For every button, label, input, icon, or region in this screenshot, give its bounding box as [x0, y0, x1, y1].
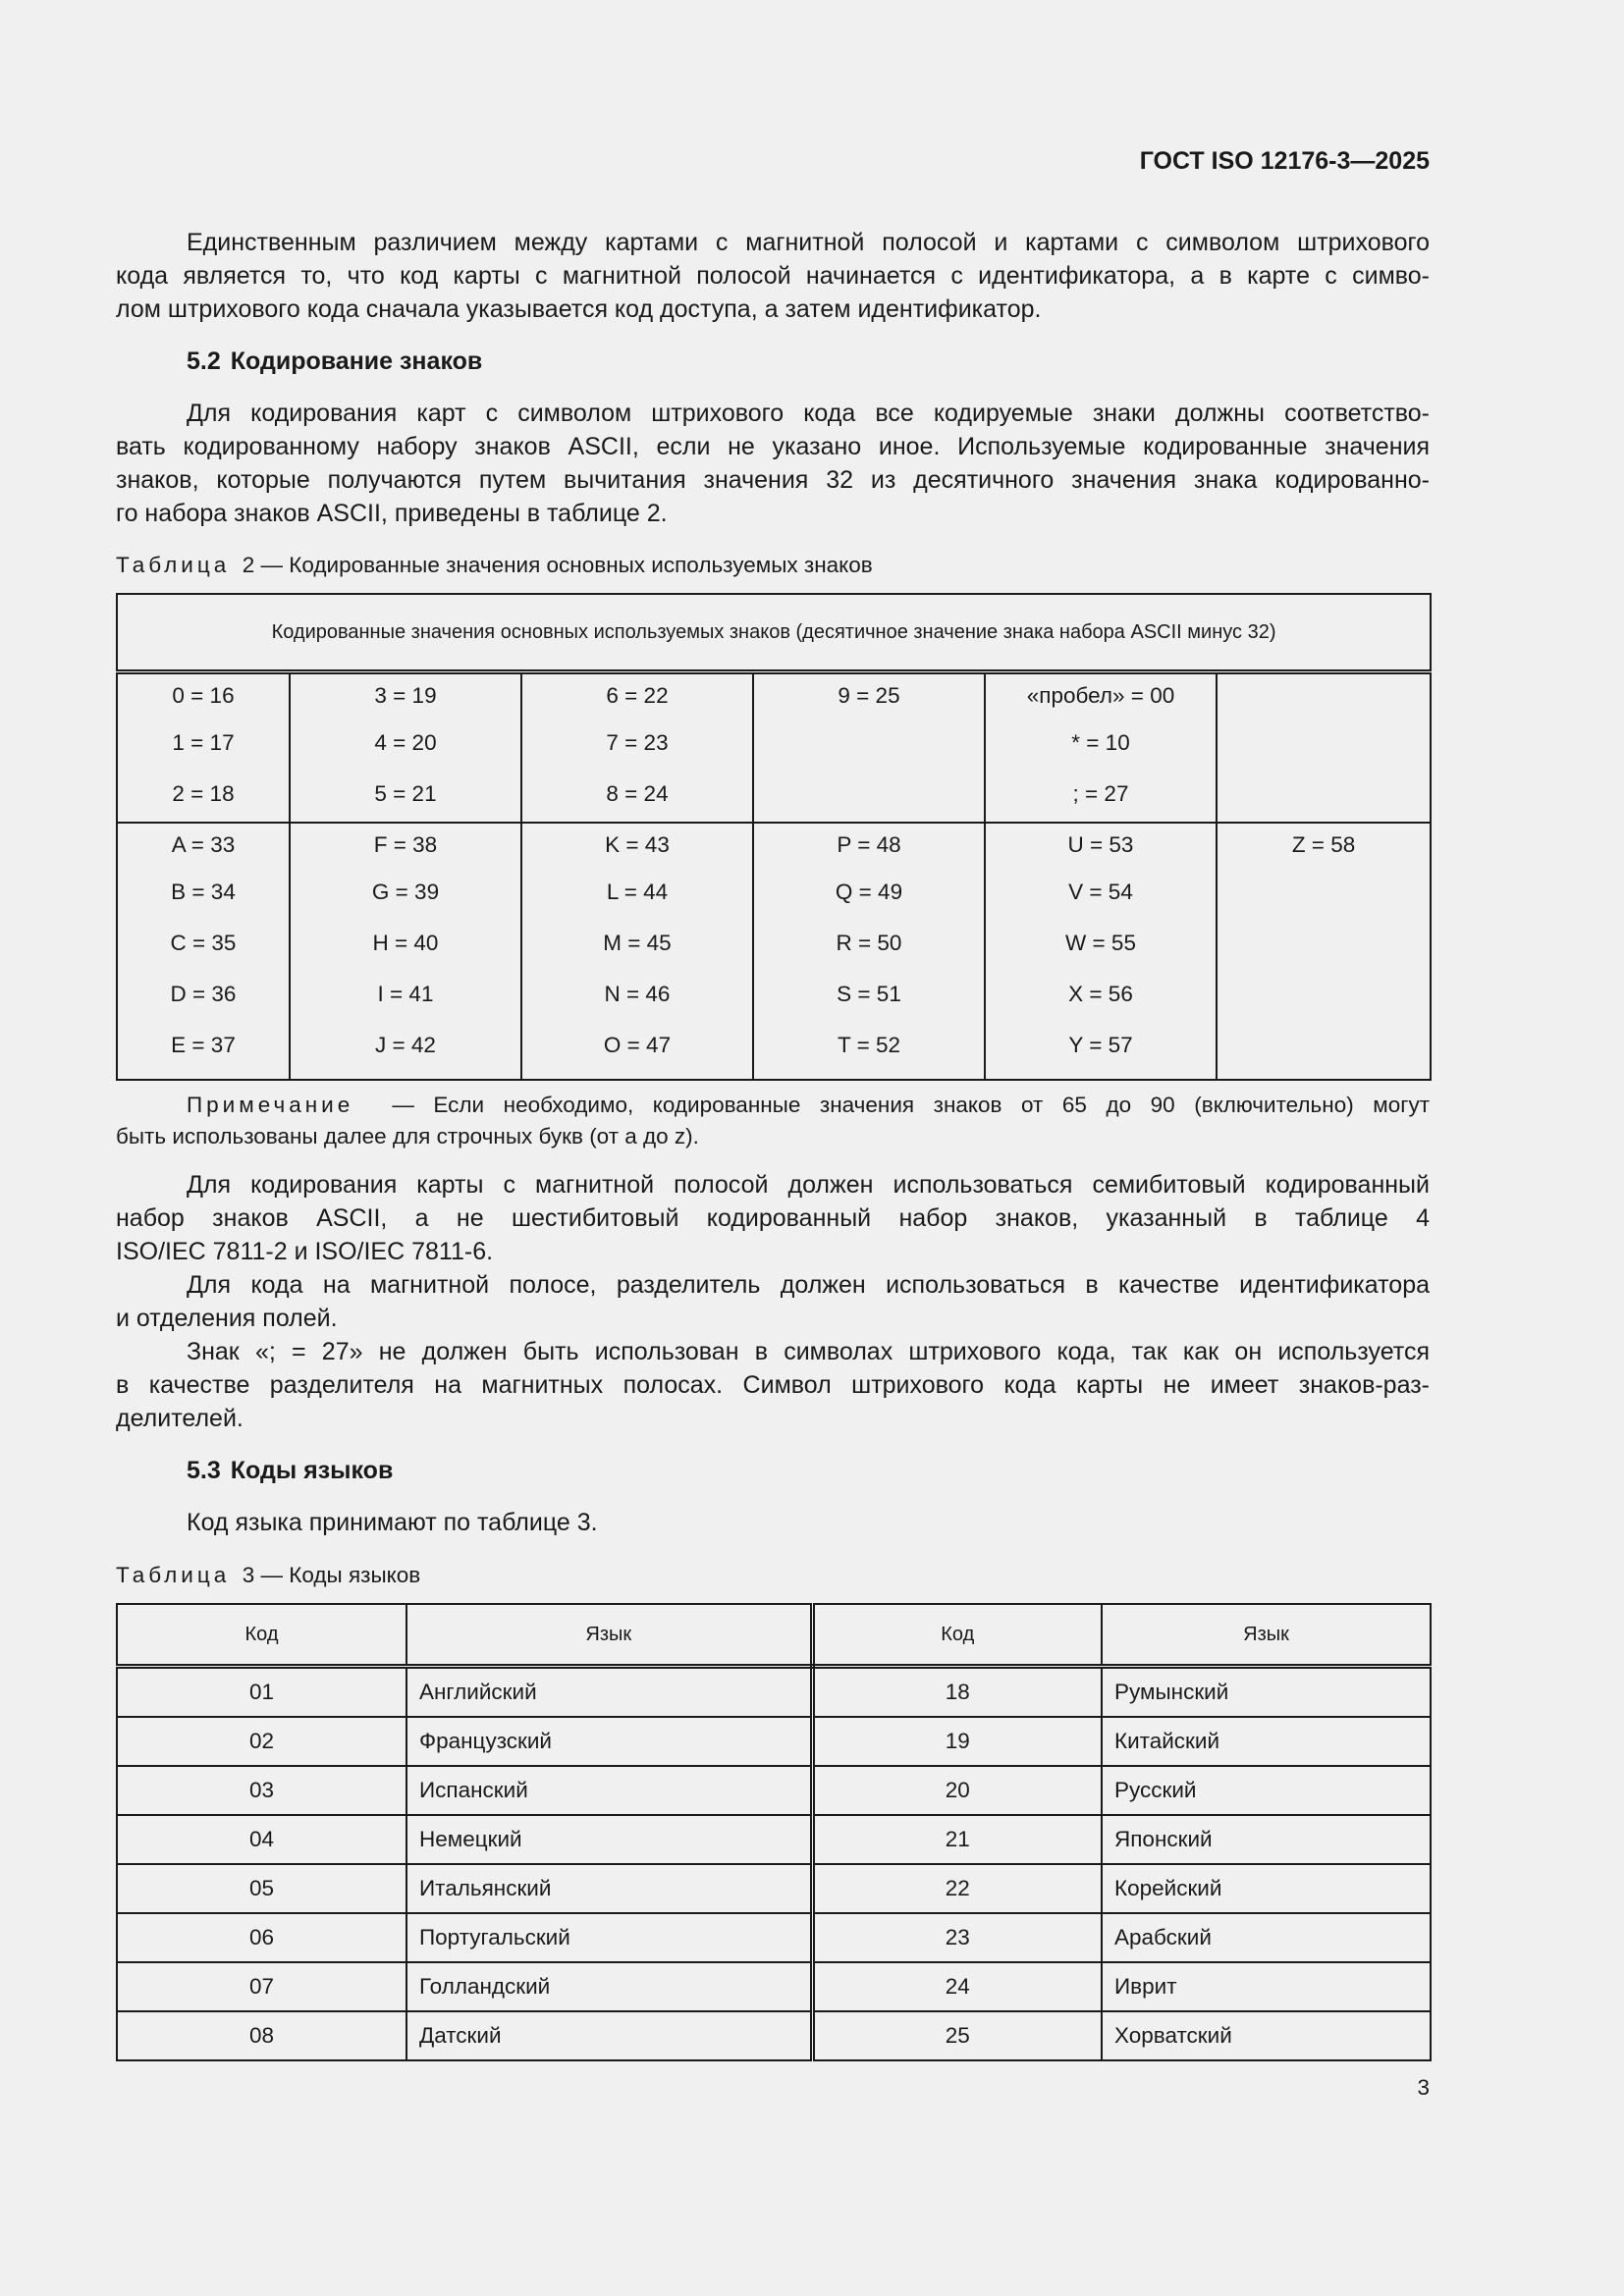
code-value: 3 = 19 — [374, 683, 437, 708]
code-value: G = 39 — [371, 880, 440, 904]
table-row — [117, 1962, 1431, 2011]
section-title: Коды языков — [230, 1457, 394, 1484]
language-cell: Итальянский — [406, 1864, 812, 1913]
code-value: Q = 49 — [835, 880, 903, 904]
code-value: Y = 57 — [1068, 1033, 1133, 1057]
note-text-continued: быть использованы далее для строчных букв (от a до z). — [116, 1124, 699, 1148]
code-value: J = 42 — [375, 1033, 436, 1057]
text-line: Для кода на магнитной полосе, разделитель должен использоваться в качестве идентификатора — [187, 1271, 1430, 1299]
code-cell: 07 — [117, 1962, 406, 2011]
table2-caption — [116, 553, 1430, 578]
text-line: Единственным различием между картами с магнитной полосой и картами с символом штрихового — [187, 229, 1430, 256]
code-value: F = 38 — [373, 832, 438, 857]
section-number: 5.2 — [187, 347, 221, 375]
table2-cell — [117, 823, 290, 1080]
code-value: 5 = 21 — [374, 781, 437, 806]
code-value: I = 41 — [377, 982, 434, 1006]
text-line: вать кодированному набору знаков ASCII, если не указано иное. Используемые кодированные значения — [116, 433, 1430, 460]
language-cell: Арабский — [1102, 1913, 1431, 1962]
code-cell: 23 — [812, 1913, 1102, 1962]
code-value: D = 36 — [170, 982, 237, 1006]
table3 — [116, 1603, 1432, 2061]
code-value: C = 35 — [170, 931, 237, 955]
code-value: S = 51 — [837, 982, 901, 1006]
code-cell: 03 — [117, 1766, 406, 1815]
code-value: Z = 58 — [1291, 832, 1356, 857]
text-line: делителей. — [116, 1405, 244, 1432]
code-value: 8 = 24 — [606, 781, 669, 806]
table2-wrapper — [116, 593, 1430, 1081]
table2-cell — [521, 672, 753, 824]
code-value: M = 45 — [603, 931, 672, 955]
code-value: N = 46 — [604, 982, 671, 1006]
code-cell: 06 — [117, 1913, 406, 1962]
code-value: H = 40 — [372, 931, 439, 955]
caption-text: 2 — Кодированные значения основных используемых знаков — [242, 553, 873, 577]
section-5-2-paragraph — [116, 397, 1430, 530]
text-line: Знак «; = 27» не должен быть использован в символах штрихового кода, так как он используется — [187, 1338, 1430, 1365]
code-value: B = 34 — [171, 880, 236, 904]
table2-cell — [753, 823, 985, 1080]
language-cell: Английский — [406, 1667, 812, 1718]
code-cell: 05 — [117, 1864, 406, 1913]
table2-header: Кодированные значения основных используемых знаков (десятичное значение знака набора ASCII минус 32) — [117, 594, 1431, 672]
caption-text: 3 — Коды языков — [242, 1563, 421, 1587]
code-cell: 01 — [117, 1667, 406, 1718]
table2-cell — [1217, 823, 1431, 1080]
text-line: Для кодирования карты с магнитной полосой должен использоваться семибитовый кодированный — [187, 1171, 1430, 1199]
text-line: го набора знаков ASCII, приведены в таблице 2. — [116, 500, 668, 527]
code-value: A = 33 — [171, 832, 236, 857]
section-heading-5-3 — [116, 1457, 1430, 1485]
section-title: Кодирование знаков — [230, 347, 483, 375]
code-cell: 04 — [117, 1815, 406, 1864]
language-cell: Испанский — [406, 1766, 812, 1815]
code-value: * = 10 — [1071, 730, 1130, 755]
table-row — [117, 1766, 1431, 1815]
code-value: V = 54 — [1068, 880, 1133, 904]
code-value: L = 44 — [606, 880, 669, 904]
section-5-3-paragraph — [116, 1506, 1430, 1539]
text-line: набор знаков ASCII, а не шестибитовый кодированный набор знаков, указанный в таблице 4 — [116, 1204, 1430, 1232]
language-cell: Русский — [1102, 1766, 1431, 1815]
code-value: 0 = 16 — [172, 683, 235, 708]
language-cell: Иврит — [1102, 1962, 1431, 2011]
document-code: ГОСТ ISO 12176-3—2025 — [1139, 147, 1430, 175]
table2-letters-row — [117, 823, 1431, 1080]
caption-word: Таблица — [116, 553, 231, 577]
code-cell: 08 — [117, 2011, 406, 2060]
intro-paragraph — [116, 226, 1430, 326]
code-cell: 24 — [812, 1962, 1102, 2011]
table2-cell-empty — [1217, 672, 1431, 824]
code-cell: 25 — [812, 2011, 1102, 2060]
column-header: Язык — [406, 1604, 812, 1667]
caption-word: Таблица — [116, 1563, 231, 1587]
table2-cell — [521, 823, 753, 1080]
code-cell: 20 — [812, 1766, 1102, 1815]
code-value: P = 48 — [837, 832, 901, 857]
language-cell: Румынский — [1102, 1667, 1431, 1718]
table-row — [117, 1717, 1431, 1766]
table3-caption — [116, 1563, 1430, 1588]
table2-cell — [985, 672, 1217, 824]
code-value: 1 = 17 — [172, 730, 235, 755]
table-row — [117, 1667, 1431, 1718]
note-text: — Если необходимо, кодированные значения знаков от 65 до 90 (включительно) могут — [392, 1093, 1430, 1117]
code-value: ; = 27 — [1072, 781, 1129, 806]
code-value: R = 50 — [836, 931, 902, 955]
table2-note — [116, 1090, 1430, 1152]
text-line: лом штрихового кода сначала указывается код доступа, а затем идентификатор. — [116, 295, 1042, 323]
code-value: E = 37 — [171, 1033, 236, 1057]
code-value: «пробел» = 00 — [1026, 683, 1175, 708]
text-line: кода является то, что код карты с магнитной полосой начинается с идентификатора, а в карте с симво- — [116, 262, 1430, 290]
code-cell: 18 — [812, 1667, 1102, 1718]
table-row — [117, 1913, 1431, 1962]
language-cell: Датский — [406, 2011, 812, 2060]
code-value: X = 56 — [1068, 982, 1133, 1006]
code-value: 7 = 23 — [606, 730, 669, 755]
table-row — [117, 1864, 1431, 1913]
table2-cell — [753, 672, 985, 824]
language-cell: Голландский — [406, 1962, 812, 2011]
code-value: 2 = 18 — [172, 781, 235, 806]
code-value: 9 = 25 — [838, 683, 900, 708]
section-number: 5.3 — [187, 1457, 221, 1484]
language-cell: Корейский — [1102, 1864, 1431, 1913]
text-line: ISO/IEC 7811-2 и ISO/IEC 7811-6. — [116, 1238, 494, 1265]
column-header: Код — [812, 1604, 1102, 1667]
text-line: и отделения полей. — [116, 1305, 338, 1332]
ascii-paragraph — [116, 1168, 1430, 1435]
text-line: Код языка принимают по таблице 3. — [187, 1509, 598, 1536]
table2-digits-row — [117, 672, 1431, 824]
code-value: W = 55 — [1065, 931, 1136, 955]
table3-wrapper — [116, 1603, 1430, 2061]
table3-header-row — [117, 1604, 1431, 1667]
code-value: 4 = 20 — [374, 730, 437, 755]
table2-cell — [117, 672, 290, 824]
language-cell: Японский — [1102, 1815, 1431, 1864]
text-line: знаков, которые получаются путем вычитания значения 32 из десятичного значения знака кодированно- — [116, 466, 1430, 494]
text-line: в качестве разделителя на магнитных полосах. Символ штрихового кода карты не имеет знаков-раз- — [116, 1371, 1430, 1399]
code-value: 6 = 22 — [606, 683, 669, 708]
column-header: Язык — [1102, 1604, 1431, 1667]
code-cell: 21 — [812, 1815, 1102, 1864]
table2 — [116, 593, 1432, 1081]
code-cell: 22 — [812, 1864, 1102, 1913]
table-row — [117, 2011, 1431, 2060]
code-cell: 02 — [117, 1717, 406, 1766]
section-heading-5-2 — [116, 347, 1430, 376]
table2-cell — [290, 672, 521, 824]
column-header: Код — [117, 1604, 406, 1667]
table2-cell — [985, 823, 1217, 1080]
note-label: Примечание — [187, 1093, 354, 1117]
language-cell: Французский — [406, 1717, 812, 1766]
code-cell: 19 — [812, 1717, 1102, 1766]
language-cell: Португальский — [406, 1913, 812, 1962]
page-number: 3 — [1417, 2075, 1430, 2100]
table2-cell — [290, 823, 521, 1080]
table-row — [117, 1815, 1431, 1864]
code-value: U = 53 — [1067, 832, 1134, 857]
code-value: K = 43 — [605, 832, 670, 857]
language-cell: Хорватский — [1102, 2011, 1431, 2060]
language-cell: Немецкий — [406, 1815, 812, 1864]
code-value: T = 52 — [837, 1033, 900, 1057]
text-line: Для кодирования карт с символом штрихового кода все кодируемые знаки должны соответство- — [187, 400, 1430, 427]
language-cell: Китайский — [1102, 1717, 1431, 1766]
code-value: O = 47 — [603, 1033, 672, 1057]
